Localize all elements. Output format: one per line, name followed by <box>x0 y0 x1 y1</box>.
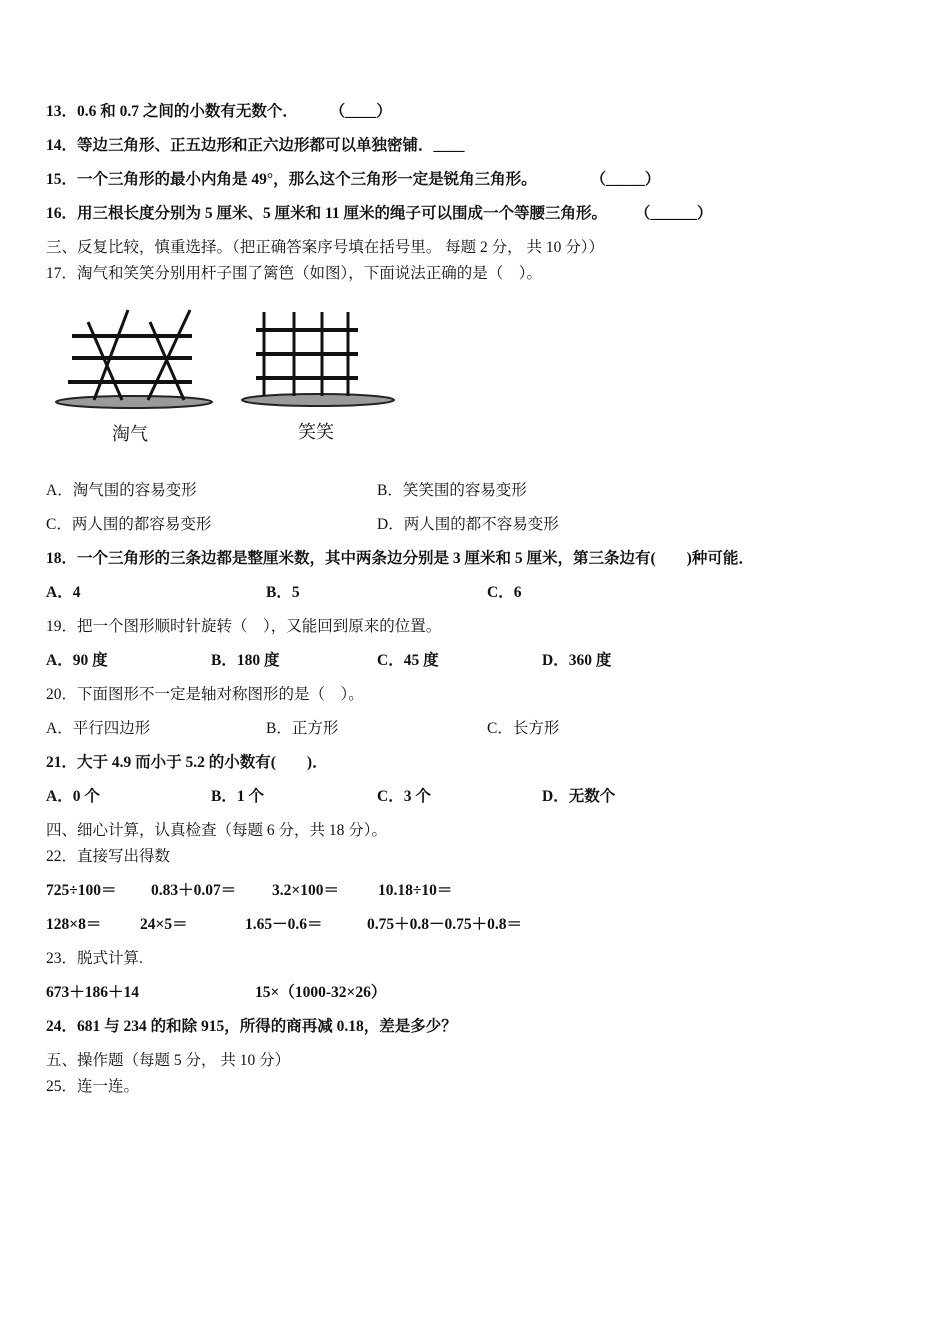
question-23-stem: 23．脱式计算. <box>46 950 143 967</box>
q19-option-a[interactable]: A．90 度 <box>46 652 108 669</box>
fence-taoqi-label: 淘气 <box>112 424 148 445</box>
q17-option-a[interactable]: A．淘气围的容易变形 <box>46 482 197 499</box>
section-4-heading: 四、细心计算，认真检查（每题 6 分，共 18 分）。 <box>46 822 388 839</box>
answer-blank[interactable]: （______） <box>634 205 713 222</box>
calc-item: 10.18÷10＝ <box>378 882 453 899</box>
fence-taoqi-figure <box>52 302 222 414</box>
question-25: 25．连一连。 <box>46 1078 140 1095</box>
question-22-stem: 22．直接写出得数 <box>46 848 171 865</box>
section-5-heading: 五、操作题（每题 5 分， 共 10 分） <box>46 1052 291 1069</box>
question-20-stem: 20．下面图形不一定是轴对称图形的是（ ）。 <box>46 686 364 703</box>
question-14: 14．等边三角形、正五边形和正六边形都可以单独密铺．____ <box>46 137 465 154</box>
calc-item: 128×8＝ <box>46 916 102 933</box>
fence-xiaoxiao-figure <box>238 308 398 412</box>
section-3-heading: 三、反复比较，慎重选择。（把正确答案序号填在括号里。 每题 2 分， 共 10 分）） <box>46 239 605 256</box>
q21-option-a[interactable]: A．0 个 <box>46 788 100 805</box>
q17-option-d[interactable]: D．两人围的都不容易变形 <box>377 516 559 533</box>
q20-option-c[interactable]: C．长方形 <box>487 720 560 737</box>
question-17-stem: 17．淘气和笑笑分别用杆子围了篱笆（如图），下面说法正确的是（ ）。 <box>46 265 543 282</box>
q19-option-b[interactable]: B．180 度 <box>211 652 280 669</box>
question-16: 16．用三根长度分别为 5 厘米、5 厘米和 11 厘米的绳子可以围成一个等腰三角形。 （______） <box>46 205 713 222</box>
calc-item: 0.75＋0.8－0.75＋0.8＝ <box>367 916 523 933</box>
q18-option-b[interactable]: B．5 <box>266 584 300 601</box>
q21-option-b[interactable]: B．1 个 <box>211 788 264 805</box>
answer-blank[interactable]: （_____） <box>590 171 661 188</box>
calc-item: 24×5＝ <box>140 916 188 933</box>
question-19-stem: 19．把一个图形顺时针旋转（ ），又能回到原来的位置。 <box>46 618 442 635</box>
question-21-stem: 21．大于 4.9 而小于 5.2 的小数有( )． <box>46 754 328 771</box>
q18-option-c[interactable]: C．6 <box>487 584 522 601</box>
calc-item: 0.83＋0.07＝ <box>151 882 237 899</box>
calc-item: 3.2×100＝ <box>272 882 339 899</box>
q21-option-d[interactable]: D．无数个 <box>542 788 616 805</box>
calc-item: 673＋186＋14 <box>46 984 140 1001</box>
question-24: 24．681 与 234 的和除 915，所得的商再减 0.18，差是多少？ <box>46 1018 457 1035</box>
q20-option-b[interactable]: B．正方形 <box>266 720 339 737</box>
question-18-stem: 18．一个三角形的三条边都是整厘米数，其中两条边分别是 3 厘米和 5 厘米，第三条边有( )种可能． <box>46 550 754 567</box>
question-15: 15．一个三角形的最小内角是 49°，那么这个三角形一定是锐角三角形。 （_____） <box>46 171 661 188</box>
question-13: 13．0.6 和 0.7 之间的小数有无数个． （____） <box>46 103 392 120</box>
calc-item: 1.65－0.6＝ <box>245 916 323 933</box>
answer-blank[interactable]: （____） <box>329 103 392 120</box>
q17-option-c[interactable]: C．两人围的都容易变形 <box>46 516 212 533</box>
q19-option-c[interactable]: C．45 度 <box>377 652 439 669</box>
q18-option-a[interactable]: A．4 <box>46 584 81 601</box>
calc-item: 15×（1000-32×26） <box>255 984 387 1001</box>
calc-item: 725÷100＝ <box>46 882 117 899</box>
q17-option-b[interactable]: B．笑笑围的容易变形 <box>377 482 527 499</box>
q20-option-a[interactable]: A．平行四边形 <box>46 720 151 737</box>
q19-option-d[interactable]: D．360 度 <box>542 652 612 669</box>
q21-option-c[interactable]: C．3 个 <box>377 788 431 805</box>
fence-xiaoxiao-label: 笑笑 <box>298 422 334 443</box>
